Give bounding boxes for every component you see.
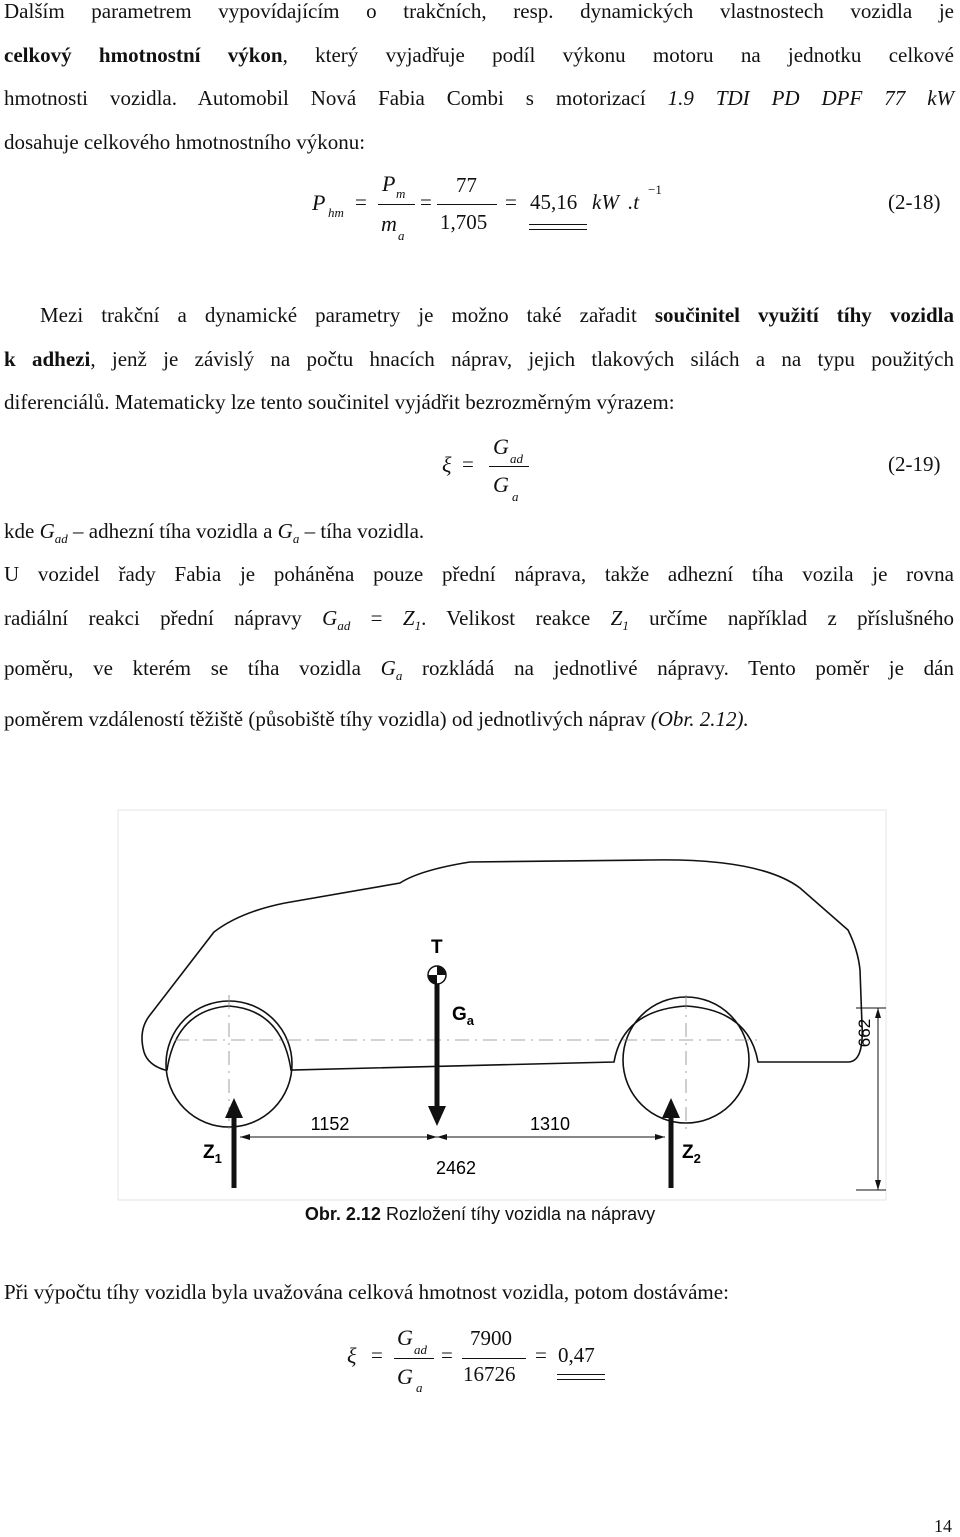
equation-number: (2-18) bbox=[888, 190, 941, 214]
intro-line-4: dosahuje celkového hmotnostního výkonu: bbox=[4, 129, 366, 154]
adhesion-line-1: Mezi trakční a dynamické parametry je možno také zařadit součinitel využití tíhy vozidla bbox=[40, 303, 954, 327]
fraction-bar bbox=[437, 204, 497, 205]
car-body-outline bbox=[142, 860, 862, 1070]
label-rear-distance: 1310 bbox=[529, 1114, 571, 1134]
page-number: 14 bbox=[934, 1516, 952, 1536]
intro-line-1: Dalším parametrem vypovídajícím o trakčních, resp. dynamických vlastnostech vozidla je bbox=[4, 0, 954, 23]
fraction-bar bbox=[489, 466, 529, 467]
label-Z2: $Z_2$ bbox=[682, 1142, 701, 1166]
label-front-distance: 1152 bbox=[310, 1114, 350, 1134]
adhesion-paragraph bbox=[4, 294, 954, 425]
intro-paragraph bbox=[4, 0, 954, 164]
fabia-line-1: U vozidel řady Fabia je poháněna pouze přední náprava, takže adhezní tíha vozila je rovna bbox=[4, 562, 954, 586]
intro-line-2: celkový hmotnostní výkon, který vyjadřuje podíl výkonu motoru na jednotku celkové bbox=[4, 42, 954, 67]
figure-caption: Obr. 2.12 Rozložení tíhy vozidla na nápravy bbox=[304, 1204, 656, 1224]
final-paragraph: Při výpočtu tíhy vozidla byla uvažována celková hmotnost vozidla, potom dostáváme: bbox=[4, 1280, 729, 1304]
fabia-paragraph bbox=[4, 553, 954, 741]
z1-arrow-head bbox=[225, 1098, 243, 1118]
weight-arrow-head bbox=[428, 1106, 446, 1126]
fabia-line-3: poměru, ve kterém se tíha vozidla $G_a$ rozkládá na jednotlivé nápravy. Tento poměr je dán bbox=[4, 656, 954, 684]
fraction-bar bbox=[378, 204, 415, 205]
fabia-line-4: poměrem vzdáleností těžiště (působiště tíhy vozidla) od jednotlivých náprav (Obr. 2.12). bbox=[4, 706, 749, 731]
label-wheelbase: 2462 bbox=[435, 1158, 477, 1178]
term-total-power: celkový hmotnostní výkon bbox=[4, 42, 283, 67]
kde-line: kde $G_{ad}$ – adhezní tíha vozidla a $G_a$ – tíha vozidla. bbox=[4, 519, 425, 547]
fraction-bar bbox=[462, 1358, 526, 1359]
equation-number: (2-19) bbox=[888, 452, 941, 476]
z2-arrow-head bbox=[662, 1098, 680, 1118]
label-T: T bbox=[431, 937, 443, 958]
adhesion-line-3: diferenciálů. Matematicky lze tento součinitel vyjádřit bezrozměrným výrazem: bbox=[4, 390, 675, 414]
result-double-underline bbox=[529, 224, 587, 230]
term-adhesion-coefficient: součinitel využití tíhy vozidla bbox=[654, 303, 954, 327]
fraction-bar bbox=[394, 1358, 434, 1359]
engine-spec: 1.9 TDI PD DPF 77 kW bbox=[667, 86, 955, 110]
label-height: 662 bbox=[855, 1018, 874, 1048]
intro-line-3: hmotnosti vozidla. Automobil Nová Fabia Combi s motorizací 1.9 TDI PD DPF 77 kW bbox=[4, 86, 955, 110]
adhesion-line-2: k adhezi, jenž je závislý na počtu hnacích náprav, jejich tlakových silách a na typu použitých bbox=[4, 346, 954, 371]
fabia-line-2: radiální reakci přední nápravy $G_{ad} = Z_1$. Velikost reakce $Z_1$ určíme například z příslušného bbox=[4, 605, 954, 633]
figure-reference: (Obr. 2.12). bbox=[650, 706, 749, 731]
label-Z1: $Z_1$ bbox=[203, 1142, 222, 1166]
result-double-underline bbox=[557, 1374, 605, 1380]
label-Ga: $G_a$ bbox=[452, 1004, 475, 1028]
center-of-gravity-icon bbox=[428, 966, 446, 984]
car-axle-load-figure bbox=[0, 800, 960, 1220]
